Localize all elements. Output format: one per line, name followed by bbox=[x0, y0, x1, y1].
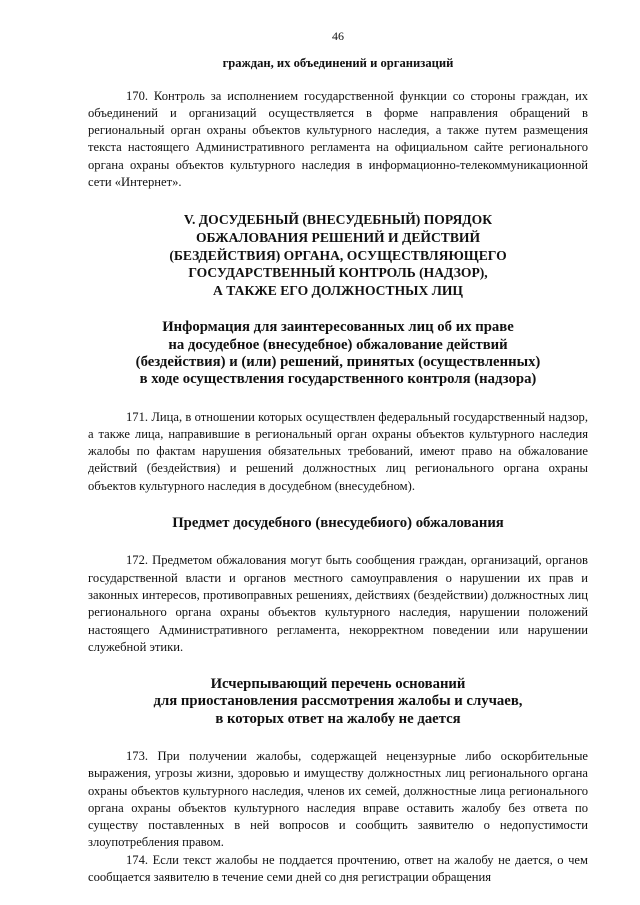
subheading-grounds-line-3: в которых ответ на жалобу не дается bbox=[215, 710, 461, 727]
section-v-line-1: V. ДОСУДЕБНЫЙ (ВНЕСУДЕБНЫЙ) ПОРЯДОК bbox=[183, 212, 493, 228]
paragraph-174: 174. Если текст жалобы не поддается прочтению, ответ на жалобу не дается, о чем сообщается заявителю в течение семи дней со дня регистрации обращения bbox=[88, 852, 588, 885]
section-v-line-3: (БЕЗДЕЙСТВИЯ) ОРГАНА, ОСУЩЕСТВЛЯЮЩЕГО bbox=[169, 247, 507, 263]
subheading-info bbox=[88, 319, 588, 388]
page-number: 46 bbox=[332, 29, 344, 43]
subheading-grounds bbox=[88, 676, 588, 728]
paragraph-173: 173. При получении жалобы, содержащей нецензурные либо оскорбительные выражения, угрозы жизни, здоровью и имуществу должностных лиц регионального органа охраны объектов культурного наследия, членов их семей, должностные лица регионального органа охраны объектов культурного наследия вправе оставить жалобу без ответа по существу поставленных в ней вопросов и сообщить заявителю о недопустимости злоупотребления правом. bbox=[88, 748, 588, 850]
paragraph-172: 172. Предметом обжалования могут быть сообщения граждан, организаций, органов государственной власти и органов местного самоуправления о нарушении их прав и законных интересов, противоправных решениях, действиях (бездействии) должностных лиц регионального органа охраны объектов культурного наследия, нарушении положений настоящего Административного регламента, некорректном поведении или нарушении служебной этики. bbox=[88, 553, 588, 654]
subheading-info-line-4: в ходе осуществления государственного контроля (надзора) bbox=[139, 371, 537, 388]
paragraph-170: 170. Контроль за исполнением государственной функции со стороны граждан, их объединений и организаций осуществляется в форме направления обращений в региональный орган охраны объектов культурного наследия, а также путем размещения текста настоящего Административного регламента на официальном сайте регионального органа охраны объектов культурного наследия в информационно-телекоммуникационной сети «Интернет». bbox=[88, 88, 588, 190]
section-v-line-4: ГОСУДАРСТВЕННЫЙ КОНТРОЛЬ (НАДЗОР), bbox=[188, 265, 488, 281]
section-v-line-5: А ТАКЖЕ ЕГО ДОЛЖНОСТНЫХ ЛИЦ bbox=[213, 282, 463, 298]
section-v-title bbox=[88, 211, 588, 299]
continued-heading: граждан, их объединений и организаций bbox=[222, 56, 454, 71]
paragraph-171: 171. Лица, в отношении которых осуществлен федеральный государственный надзор, а также лица, направившие в региональный орган охраны объектов культурного наследия жалобы по фактам нарушения обязательных требований, имеют право на обжалование действий (бездействия) и решений должностных лиц регионального органа охраны объектов культурного наследия в досудебном (внесудебном). bbox=[88, 409, 588, 493]
subheading-info-line-1: Информация для заинтересованных лиц об их праве bbox=[162, 319, 514, 336]
subheading-grounds-line-2: для приостановления рассмотрения жалобы и случаев, bbox=[153, 693, 523, 710]
subheading-grounds-line-1: Исчерпывающий перечень оснований bbox=[210, 676, 466, 693]
section-v-line-2: ОБЖАЛОВАНИЯ РЕШЕНИЙ И ДЕЙСТВИЙ bbox=[195, 229, 481, 245]
subheading-subject: Предмет досудебного (внесудебиого) обжалования bbox=[172, 515, 504, 532]
subheading-info-line-3: (бездействия) и (или) решений, принятых (осуществленных) bbox=[135, 353, 541, 370]
subheading-info-line-2: на досудебное (внесудебное) обжалование действий bbox=[168, 336, 508, 353]
